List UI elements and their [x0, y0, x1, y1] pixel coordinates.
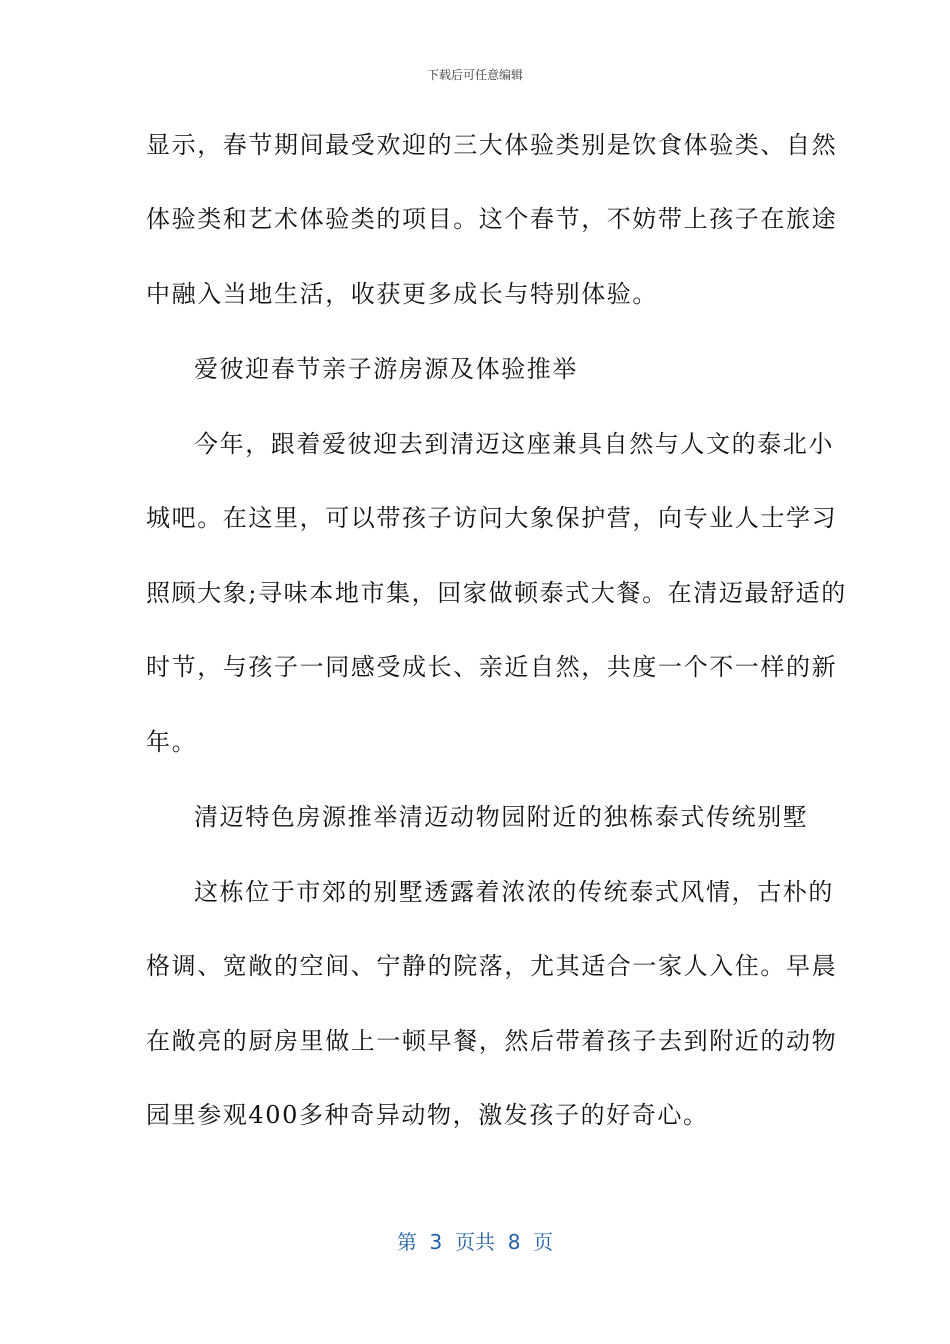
paragraph-line: 在敞亮的厨房里做上一顿早餐，然后带着孩子去到附近的动物: [146, 1027, 838, 1055]
section-heading: 清迈特色房源推举清迈动物园附近的独栋泰式传统别墅: [194, 803, 809, 831]
header-note: 下载后可任意编辑: [426, 68, 523, 82]
paragraph-line: 中融入当地生活，收获更多成长与特别体验。: [146, 280, 658, 308]
paragraph-line: 显示，春节期间最受欢迎的三大体验类别是饮食体验类、自然: [146, 131, 838, 159]
paragraph-line: 年。: [146, 728, 198, 756]
paragraph-line: 这栋位于市郊的别墅透露着浓浓的传统泰式风情，古朴的: [194, 878, 834, 906]
paragraph-line: 园里参观400多种奇异动物，激发孩子的好奇心。: [146, 1101, 709, 1129]
page-number-footer: 第 3 页共 8 页: [396, 1230, 554, 1254]
paragraph-line: 格调、宽敞的空间、宁静的院落，尤其适合一家人入住。早晨: [146, 952, 838, 980]
paragraph-line: 城吧。在这里，可以带孩子访问大象保护营，向专业人士学习: [146, 504, 838, 532]
section-heading: 爱彼迎春节亲子游房源及体验推举: [194, 355, 578, 383]
paragraph-line: 体验类和艺术体验类的项目。这个春节，不妨带上孩子在旅途: [146, 205, 838, 233]
paragraph-line: 今年，跟着爱彼迎去到清迈这座兼具自然与人文的泰北小: [194, 430, 834, 458]
paragraph-line: 时节，与孩子一同感受成长、亲近自然，共度一个不一样的新: [146, 653, 838, 681]
paragraph-line: 照顾大象;寻味本地市集，回家做顿泰式大餐。在清迈最舒适的: [146, 579, 847, 607]
